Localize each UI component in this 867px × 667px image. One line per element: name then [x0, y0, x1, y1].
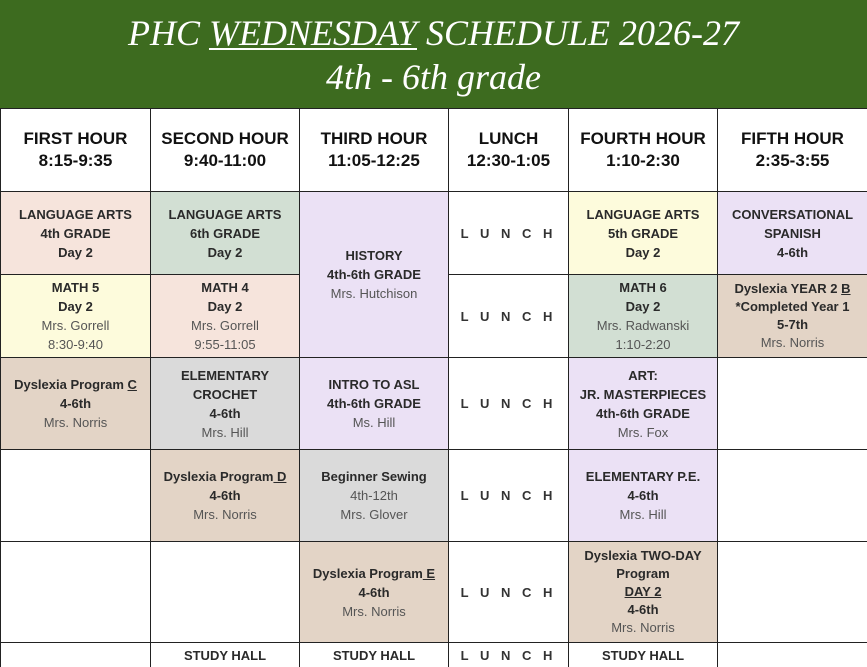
lunch-cell	[449, 275, 569, 358]
class-grade: 4th-6th GRADE	[327, 267, 421, 282]
class-grade: 5th GRADE	[607, 225, 679, 241]
study-hall-label: STUDY HALL	[183, 647, 267, 663]
class-grade: 4-6th	[59, 396, 92, 411]
header-time: 2:35-3:55	[755, 151, 830, 170]
class-teacher: Mrs. Glover	[340, 507, 408, 522]
class-title-text: Dyslexia Program	[163, 469, 274, 484]
class-time: 8:30-9:40	[48, 337, 103, 352]
class-day: Day 2	[625, 299, 661, 314]
class-prerequisite: *Completed Year 1	[735, 299, 850, 314]
empty-cell	[718, 542, 867, 643]
header-time: 8:15-9:35	[38, 151, 113, 170]
header-time: 1:10-2:30	[606, 151, 680, 170]
class-math-5	[1, 275, 151, 358]
class-teacher: Mrs. Hill	[619, 507, 667, 522]
class-title-2: SPANISH	[764, 225, 821, 241]
lunch-cell	[449, 358, 569, 450]
header-time: 11:05-12:25	[328, 151, 420, 170]
header-lunch	[449, 109, 569, 192]
class-grade: 4-6th	[627, 488, 659, 503]
class-dyslexia-d	[151, 450, 300, 542]
header-time: 9:40-11:00	[183, 151, 267, 170]
header-fourth-hour	[569, 109, 718, 192]
class-teacher: Mrs. Hill	[201, 424, 249, 440]
class-grade: 4th-12th	[350, 488, 398, 503]
class-title: ELEMENTARY P.E.	[585, 469, 701, 484]
lunch-label: L U N C H	[460, 584, 557, 600]
title-day: WEDNESDAY	[208, 13, 417, 53]
class-dyslexia-year-2	[718, 275, 867, 358]
class-section: D	[273, 469, 287, 484]
lunch-cell	[449, 643, 569, 667]
empty-cell	[1, 542, 151, 643]
class-title	[164, 467, 287, 486]
title-part-1: PHC	[127, 13, 209, 53]
class-title: LANGUAGE ARTS	[586, 206, 700, 222]
class-section: C	[127, 377, 137, 392]
class-teacher: Ms. Hill	[352, 415, 396, 430]
study-hall-cell	[569, 643, 718, 667]
class-beginner-sewing	[300, 450, 449, 542]
lunch-cell	[449, 192, 569, 275]
class-dyslexia-two-day	[569, 542, 718, 643]
lunch-label: L U N C H	[460, 396, 557, 411]
class-title-text: Dyslexia YEAR 2	[734, 281, 842, 296]
study-hall-label: STUDY HALL	[601, 647, 685, 663]
class-grade: 6th GRADE	[189, 225, 261, 241]
study-hall-cell	[151, 643, 300, 667]
schedule-grid	[0, 108, 867, 667]
class-art	[569, 358, 718, 450]
class-dyslexia-c	[1, 358, 151, 450]
header-name: FIFTH HOUR	[741, 129, 844, 148]
empty-cell	[1, 643, 151, 667]
class-math-6	[569, 275, 718, 358]
class-conversational-spanish	[718, 192, 867, 275]
class-language-arts-5	[569, 192, 718, 275]
class-teacher: Mrs. Norris	[193, 507, 257, 522]
class-grade: 5-7th	[776, 317, 809, 332]
class-elementary-crochet	[151, 358, 300, 450]
class-title: MATH 4	[201, 280, 249, 295]
class-grade: 4-6th	[209, 405, 241, 421]
class-day: Day 2	[207, 299, 243, 314]
header-name: FIRST HOUR	[23, 129, 128, 148]
schedule-subtitle: 4th - 6th grade	[326, 57, 541, 97]
class-time: 1:10-2:20	[615, 337, 671, 352]
empty-cell	[718, 643, 867, 667]
class-title: LANGUAGE ARTS	[168, 206, 282, 222]
class-title: ART:	[628, 367, 658, 383]
header-second-hour	[151, 109, 300, 192]
class-grade: 4-6th	[776, 244, 809, 260]
class-teacher: Mrs. Radwanski	[596, 318, 690, 333]
class-math-4	[151, 275, 300, 358]
class-title-2: JR. MASTERPIECES	[579, 386, 707, 402]
class-teacher: Mrs. Gorrell	[41, 318, 110, 333]
class-grade: 4-6th	[358, 584, 390, 600]
header-name: THIRD HOUR	[320, 129, 428, 148]
header-first-hour	[1, 109, 151, 192]
header-name: LUNCH	[478, 129, 539, 148]
lunch-cell	[449, 542, 569, 643]
class-teacher: Mrs. Norris	[43, 415, 108, 430]
class-intro-to-asl	[300, 358, 449, 450]
header-fifth-hour	[718, 109, 867, 192]
class-title: Beginner Sewing	[321, 469, 427, 484]
class-day: DAY 2	[624, 584, 662, 599]
title-part-2: SCHEDULE 2026-27	[417, 13, 739, 53]
empty-cell	[718, 450, 867, 542]
header-time: 12:30-1:05	[466, 151, 551, 170]
header-name: SECOND HOUR	[161, 129, 289, 148]
lunch-label: L U N C H	[460, 488, 557, 503]
class-teacher: Mrs. Norris	[760, 335, 825, 350]
class-dyslexia-e	[300, 542, 449, 643]
class-title-text: Dyslexia Program	[14, 377, 128, 392]
class-teacher: Mrs. Fox	[617, 424, 669, 440]
empty-cell	[718, 358, 867, 450]
schedule-title	[0, 12, 867, 54]
class-day: Day 2	[58, 299, 93, 314]
class-section: E	[422, 565, 436, 581]
lunch-cell	[449, 450, 569, 542]
class-language-arts-6	[151, 192, 300, 275]
class-title: ELEMENTARY	[180, 367, 270, 383]
schedule-banner	[0, 0, 867, 108]
class-title-2: Program	[616, 566, 670, 581]
study-hall-label: STUDY HALL	[332, 647, 416, 663]
header-third-hour	[300, 109, 449, 192]
empty-cell	[1, 450, 151, 542]
class-title: HISTORY	[345, 248, 403, 263]
class-title: INTRO TO ASL	[328, 377, 420, 392]
lunch-label: L U N C H	[460, 225, 557, 241]
class-teacher: Mrs. Hutchison	[330, 286, 418, 301]
class-history	[300, 192, 449, 358]
class-day: Day 2	[625, 244, 661, 260]
class-title: MATH 6	[619, 280, 667, 295]
empty-cell	[151, 542, 300, 643]
class-time: 9:55-11:05	[194, 337, 256, 352]
class-grade: 4-6th	[209, 488, 241, 503]
class-grade: 4-6th	[627, 602, 659, 617]
class-title	[313, 564, 435, 583]
class-title-text: Dyslexia Program	[312, 565, 423, 581]
class-day: Day 2	[58, 244, 93, 260]
class-title-2: CROCHET	[192, 386, 258, 402]
class-title: MATH 5	[51, 280, 100, 295]
class-title: LANGUAGE ARTS	[19, 206, 132, 222]
class-title: CONVERSATIONAL	[731, 206, 854, 222]
class-grade: 4th-6th GRADE	[596, 405, 690, 421]
class-teacher: Mrs. Norris	[342, 603, 406, 619]
class-grade: 4th GRADE	[40, 225, 111, 241]
class-grade: 4th-6th GRADE	[327, 396, 421, 411]
lunch-label: L U N C H	[460, 308, 557, 324]
class-day: Day 2	[207, 244, 243, 260]
class-title	[14, 375, 137, 394]
class-title: Dyslexia TWO-DAY	[584, 548, 702, 563]
class-elementary-pe	[569, 450, 718, 542]
study-hall-cell	[300, 643, 449, 667]
lunch-label: L U N C H	[460, 647, 557, 663]
class-teacher: Mrs. Norris	[611, 620, 675, 635]
class-language-arts-4	[1, 192, 151, 275]
header-name: FOURTH HOUR	[580, 129, 706, 148]
class-section: B	[841, 281, 851, 296]
class-title	[734, 280, 850, 298]
class-teacher: Mrs. Gorrell	[191, 318, 259, 333]
